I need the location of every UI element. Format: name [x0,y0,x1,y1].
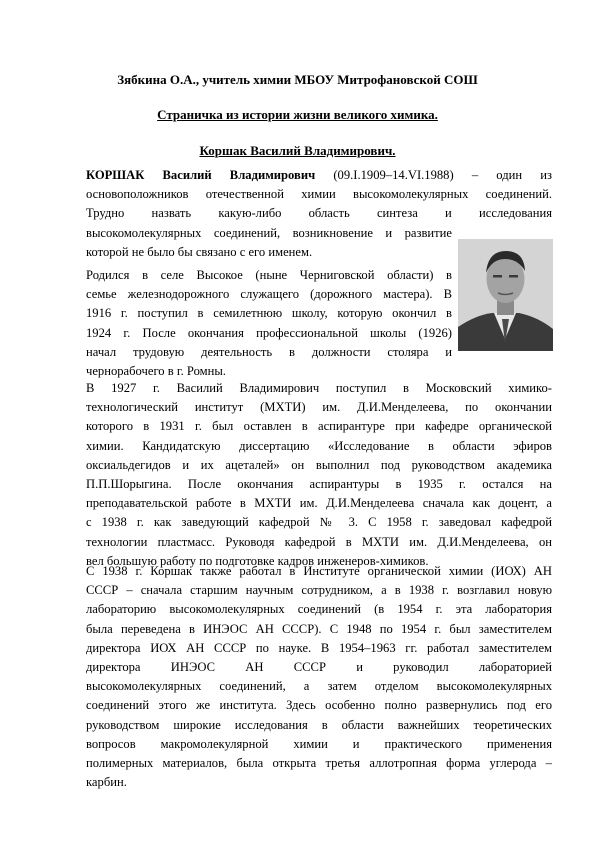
career-line: карбин. [86,775,127,790]
author-line: Зябкина О.А., учитель химии МБОУ Митрофановской СОШ [117,72,478,87]
career-paragraph [86,562,552,792]
document-subtitle: Коршак Василий Владимирович. [199,143,396,158]
scientist-name: КОРШАК Василий Владимирович [86,168,316,182]
career-line: директора ИОХ АН СССР по науке. В 1954–1963 гг. работал заместителем [86,640,552,655]
career-line: руководством широкие исследования в области важнейших теоретических [86,717,552,732]
birth-line: чернорабочего в г. Ромны. [86,363,226,378]
birth-line: Родился в селе Высокое (ныне Черниговской области) в [86,268,452,282]
career-line: вопросов макромолекулярной химии и практического применения [86,736,552,751]
career-line: директора ИНЭОС АН СССР и руководил лабораторией [86,659,552,674]
education-paragraph [86,379,552,571]
education-line: вел большую работу по подготовке кадров инженеров-химиков. [86,553,429,568]
career-line: высокомолекулярных соединений, а затем отделом высокомолекулярных [86,679,552,694]
intro-line-4: высокомолекулярных соединений, возникновение и развитие [86,225,452,240]
intro-line-3: Трудно назвать какую-либо область синтеза и исследования [86,206,552,221]
education-line: П.П.Шорыгина. После окончания аспирантуры в 1935 г. остался на [86,476,552,491]
career-line: СССР – сначала старшим научным сотрудником, а в 1938 г. возглавил новую [86,583,552,598]
education-line: технологии пластмасс. Руководя кафедрой в МХТИ им. Д.И.Менделеева, он [86,534,552,549]
education-line: преподавательской работе в МХТИ им. Д.И.Менделеева сначала как доцент, а [86,496,552,511]
career-line: соединений этого же института. Здесь особенно полно развернулись под его [86,698,552,713]
career-line: С 1938 г. Коршак также работал в Институте органической химии (ИОХ) АН [86,564,552,578]
education-line: которого в 1931 г. был оставлен в аспирантуре при кафедре органической [86,419,552,434]
birth-line: 1924 г. После окончания профессиональной школы (1926) [86,325,452,340]
birth-line: начал трудовую деятельность в должности столяра и [86,344,452,359]
career-line: была переведена в ИНЭОС АН СССР). С 1948 по 1954 г. был заместителем [86,621,552,636]
birth-line: семье железнодорожного служащего (дорожного мастера). В [86,287,452,302]
education-line: В 1927 г. Василий Владимирович поступил в Московский химико- [86,381,552,395]
intro-line-5: которой не было бы связано с его именем. [86,244,313,259]
education-line: технологический институт (МХТИ) им. Д.И.Менделеева, по окончании [86,400,552,415]
intro-line-2: основоположников отечественной химии высокомолекулярных соединений. [86,187,552,202]
education-line: химии. Кандидатскую диссертацию «Исследование в области эфиров [86,438,552,453]
birth-line: 1916 г. поступил в семилетнюю школу, которую окончил в [86,306,452,321]
birth-paragraph [86,266,552,381]
document-title: Страничка из истории жизни великого химика. [157,107,438,122]
education-line: оксиальдегидов и их ацеталей» он выполнил под руководством академика [86,457,552,472]
career-line: полимерных материалов, была открыта третья аллотропная форма углерода – [86,755,552,770]
education-line: с 1938 г. как заведующий кафедрой № 3. С 1958 г. заведовал кафедрой [86,515,552,530]
intro-line-1: КОРШАК Василий Владимирович (09.I.1909–14.VI.1988) – один из [86,168,552,182]
career-line: лабораторию высокомолекулярных соединений (в 1954 г. эта лаборатория [86,602,552,617]
